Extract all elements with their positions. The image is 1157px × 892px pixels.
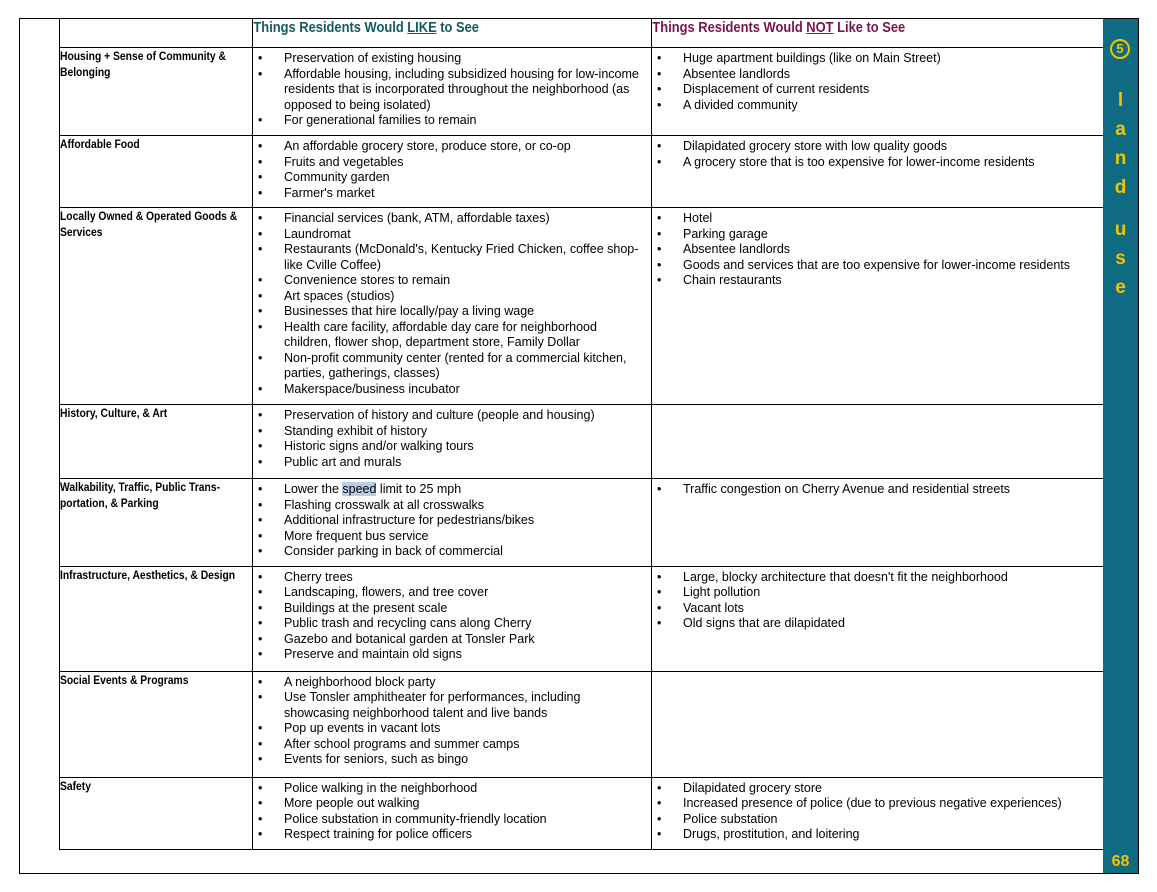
list-item: • Public art and murals (253, 455, 651, 471)
list-item: • Convenience stores to remain (253, 273, 651, 289)
list-item: • Respect training for police officers (253, 827, 651, 843)
category-cell (60, 479, 253, 567)
list-item: • Pop up events in vacant lots (253, 721, 651, 737)
list-item: • Traffic congestion on Cherry Avenue and residential streets (652, 482, 1103, 498)
list-item: • An affordable grocery store, produce store, or co-op (253, 139, 651, 155)
list-item: • A grocery store that is too expensive for lower-income residents (652, 155, 1103, 171)
list-item: • Affordable housing, including subsidized housing for low-income residents that is incorporated throughout the neighborhood (as opposed to being isolated) (253, 67, 651, 114)
list-item: • Additional infrastructure for pedestrians/bikes (253, 513, 651, 529)
list-item: • Restaurants (McDonald's, Kentucky Fried Chicken, coffee shop- like Cville Coffee) (253, 242, 651, 273)
list-item: • Gazebo and botanical garden at Tonsler Park (253, 632, 651, 648)
list-item: • Absentee landlords (652, 67, 1103, 83)
residents-preferences-table (59, 18, 1104, 850)
category-cell (60, 671, 253, 777)
like-cell (253, 671, 652, 777)
category-label: Housing + Sense of Community & Belonging (60, 49, 227, 79)
list-item: • Huge apartment buildings (like on Main Street) (652, 51, 1103, 67)
chapter-title-letter: l (1117, 90, 1124, 111)
not-like-list (652, 208, 1103, 295)
list-item: • Preserve and maintain old signs (253, 647, 651, 663)
list-item: • Non-profit community center (rented for a commercial kitchen, parties, gatherings, classes) (253, 351, 651, 382)
list-item: • Use Tonsler amphitheater for performances, including showcasing neighborhood talent and live bands (253, 690, 651, 721)
list-item: • Standing exhibit of history (253, 424, 651, 440)
not-like-cell (652, 566, 1104, 671)
table-row (60, 48, 1104, 136)
chapter-title-letter: d (1114, 177, 1127, 198)
list-item: • More people out walking (253, 796, 651, 812)
list-item: • Historic signs and/or walking tours (253, 439, 651, 455)
not-like-cell (652, 479, 1104, 567)
header-like-emphasis: LIKE (406, 19, 437, 36)
list-item: • For generational families to remain (253, 113, 651, 129)
category-label: Walkability, Traffic, Public Trans-portation, & Parking (60, 480, 221, 510)
table-row (60, 208, 1104, 405)
category-label: Safety (60, 778, 91, 793)
table-row (60, 566, 1104, 671)
category-label: Affordable Food (60, 137, 140, 151)
not-like-list (652, 567, 1103, 638)
list-item: • Dilapidated grocery store with low quality goods (652, 139, 1103, 155)
category-cell (60, 136, 253, 208)
header-like (253, 19, 596, 48)
category-label: History, Culture, & Art (60, 406, 168, 420)
not-like-cell (652, 671, 1104, 777)
category-label: Infrastructure, Aesthetics, & Design (60, 567, 236, 582)
like-list (253, 136, 651, 207)
list-item: • Lower the speed limit to 25 mph (253, 482, 651, 498)
list-item: • Preservation of history and culture (people and housing) (253, 408, 651, 424)
not-like-cell (652, 136, 1104, 208)
not-like-cell (652, 208, 1104, 405)
like-cell (253, 566, 652, 671)
list-item: • Fruits and vegetables (253, 155, 651, 171)
header-not-prefix: Things Residents Would (651, 19, 806, 36)
table-header-row (60, 19, 1104, 48)
list-item: • A divided community (652, 98, 1103, 114)
list-item: • Police walking in the neighborhood (253, 781, 651, 797)
letter-gap (1103, 202, 1138, 215)
list-item: • Health care facility, affordable day care for neighborhood children, flower shop, department store, Family Dollar (253, 320, 651, 351)
chapter-title-letter: a (1115, 119, 1126, 140)
table-row (60, 479, 1104, 567)
not-like-list (652, 778, 1103, 849)
like-list (253, 405, 651, 476)
list-item: • Preservation of existing housing (253, 51, 651, 67)
header-not (652, 19, 1041, 48)
list-item: • Dilapidated grocery store (652, 781, 1103, 797)
not-like-cell (652, 777, 1104, 849)
like-list (253, 672, 651, 774)
list-item: • Drugs, prostitution, and loitering (652, 827, 1103, 843)
table-body (60, 48, 1104, 850)
list-item: • A neighborhood block party (253, 675, 651, 691)
header-like-prefix: Things Residents Would (252, 19, 407, 36)
page-number: 68 (1111, 853, 1130, 870)
like-list (253, 567, 651, 669)
not-like-list (652, 479, 1103, 504)
list-item: • Flashing crosswalk at all crosswalks (253, 498, 651, 514)
chapter-number-badge: 5 (1110, 39, 1130, 59)
text-selection-highlight[interactable]: speed (342, 482, 377, 496)
like-cell (253, 405, 652, 479)
list-item: • Events for seniors, such as bingo (253, 752, 651, 768)
list-item: • Art spaces (studios) (253, 289, 651, 305)
list-item: • Farmer's market (253, 186, 651, 202)
table-row (60, 405, 1104, 479)
list-item: • Makerspace/business incubator (253, 382, 651, 398)
list-item: • Consider parking in back of commercial (253, 544, 651, 560)
list-item: • After school programs and summer camps (253, 737, 651, 753)
list-item: • Laundromat (253, 227, 651, 243)
like-list (253, 778, 651, 849)
like-cell (253, 479, 652, 567)
like-cell (253, 48, 652, 136)
list-item: • Financial services (bank, ATM, affordable taxes) (253, 211, 651, 227)
header-not-emphasis: NOT (805, 19, 834, 36)
chapter-title-letter: e (1115, 277, 1126, 298)
list-item: • Light pollution (652, 585, 1103, 601)
category-label: Locally Owned & Operated Goods & Services (60, 209, 238, 239)
not-like-cell (652, 405, 1104, 479)
list-item: • Large, blocky architecture that doesn't fit the neighborhood (652, 570, 1103, 586)
list-item: • Landscaping, flowers, and tree cover (253, 585, 651, 601)
table-row (60, 777, 1104, 849)
list-item: • Hotel (652, 211, 1103, 227)
chapter-title-letter: s (1115, 248, 1126, 269)
not-like-list (652, 136, 1103, 176)
like-cell (253, 777, 652, 849)
list-item: • Parking garage (652, 227, 1103, 243)
category-cell (60, 777, 253, 849)
table-row (60, 136, 1104, 208)
category-cell (60, 566, 253, 671)
list-item: • Vacant lots (652, 601, 1103, 617)
chapter-title-letter: n (1114, 148, 1127, 169)
list-item: • More frequent bus service (253, 529, 651, 545)
like-cell (253, 136, 652, 208)
category-cell (60, 405, 253, 479)
list-item: • Displacement of current residents (652, 82, 1103, 98)
list-item: • Old signs that are dilapidated (652, 616, 1103, 632)
chapter-title-letter: u (1114, 219, 1127, 240)
list-item: • Police substation (652, 812, 1103, 828)
header-category-cell (60, 19, 226, 48)
list-item: • Community garden (253, 170, 651, 186)
like-list (253, 48, 651, 135)
list-item: • Public trash and recycling cans along Cherry (253, 616, 651, 632)
category-cell (60, 208, 253, 405)
not-like-list (652, 48, 1103, 119)
list-item: • Goods and services that are too expensive for lower-income residents (652, 258, 1103, 274)
list-item: • Cherry trees (253, 570, 651, 586)
list-item: • Increased presence of police (due to previous negative experiences) (652, 796, 1103, 812)
list-item: • Buildings at the present scale (253, 601, 651, 617)
chapter-title-vertical (1103, 86, 1138, 302)
like-list (253, 479, 651, 566)
list-item: • Absentee landlords (652, 242, 1103, 258)
list-item: • Chain restaurants (652, 273, 1103, 289)
table-row (60, 671, 1104, 777)
header-like-suffix: to See (436, 19, 479, 36)
like-cell (253, 208, 652, 405)
not-like-cell (652, 48, 1104, 136)
header-not-suffix: Like to See (833, 19, 905, 36)
list-item: • Police substation in community-friendly location (253, 812, 651, 828)
category-label: Social Events & Programs (60, 672, 189, 687)
list-item: • Businesses that hire locally/pay a living wage (253, 304, 651, 320)
like-list (253, 208, 651, 403)
category-cell (60, 48, 253, 136)
